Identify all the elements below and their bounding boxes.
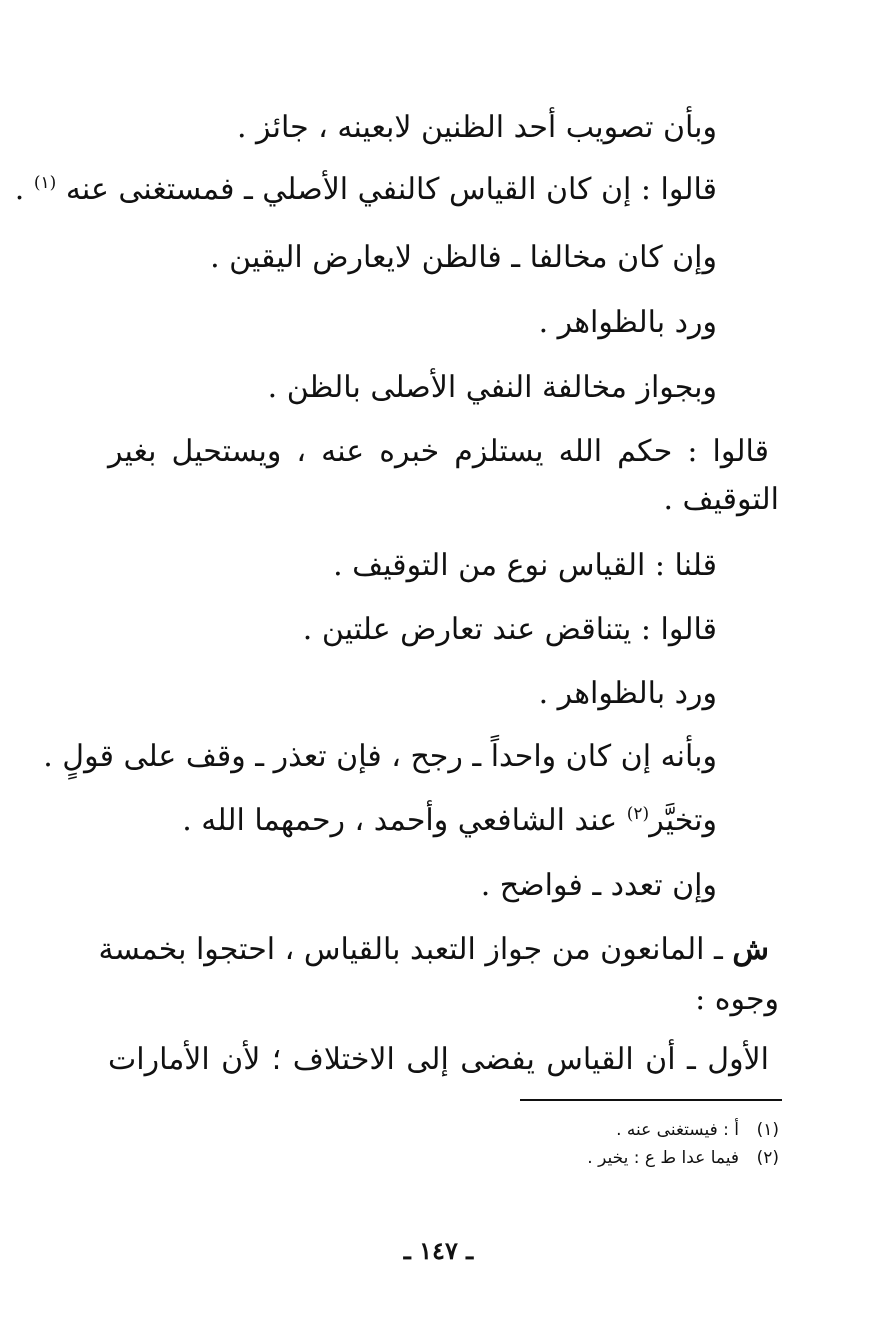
text-line-13: ش ـ المانعون من جواز التعبد بالقياس ، احتجوا بخمسة <box>98 932 769 967</box>
text-line-8: قالوا : يتناقض عند تعارض علتين . <box>302 612 717 647</box>
text-line-6: قالوا : حكم الله يستلزم خبره عنه ، ويستحيل بغير <box>108 434 769 469</box>
footnote-marker-1: (١) <box>33 173 57 193</box>
text-line-4: ورد بالظواهر . <box>538 305 717 340</box>
text-line-1: وبأن تصويب أحد الظنين لابعينه ، جائز . <box>236 110 717 145</box>
footnote-2: (٢)فيما عدا ط ع : يخير . <box>587 1148 779 1168</box>
text-line-2: قالوا : إن كان القياس كالنفي الأصلي ـ فمستغنى عنه $^{(١)}$ . <box>14 172 717 207</box>
footnote-1: (١)أ : فيستغنى عنه . <box>616 1120 779 1140</box>
text-line-14: الأول ـ أن القياس يفضى إلى الاختلاف ؛ لأن الأمارات <box>108 1042 769 1077</box>
text-line-10: وبأنه إن كان واحداً ـ رجح ، فإن تعذر ـ وقف على قولٍ . <box>43 739 717 774</box>
text-line-3: وإن كان مخالفا ـ فالظن لايعارض اليقين . <box>210 240 717 275</box>
page-number: ـ ١٤٧ ـ <box>403 1236 474 1265</box>
text-line-12: وإن تعدد ـ فواضح . <box>480 868 717 903</box>
section-marker: ش <box>732 932 769 967</box>
text-line-5: وبجواز مخالفة النفي الأصلى بالظن . <box>267 370 717 405</box>
text-line-13-continuation: وجوه : <box>695 982 779 1017</box>
footnote-marker-2: (٢) <box>626 804 650 824</box>
footnote-divider <box>520 1099 782 1101</box>
text-line-11: وتخيَّر$^{(٢)}$ عند الشافعي وأحمد ، رحمهما الله . <box>182 803 717 838</box>
text-line-7: قلنا : القياس نوع من التوقيف . <box>333 548 717 583</box>
text-line-9: ورد بالظواهر . <box>538 676 717 711</box>
text-line-6-continuation: التوقيف . <box>663 482 779 517</box>
